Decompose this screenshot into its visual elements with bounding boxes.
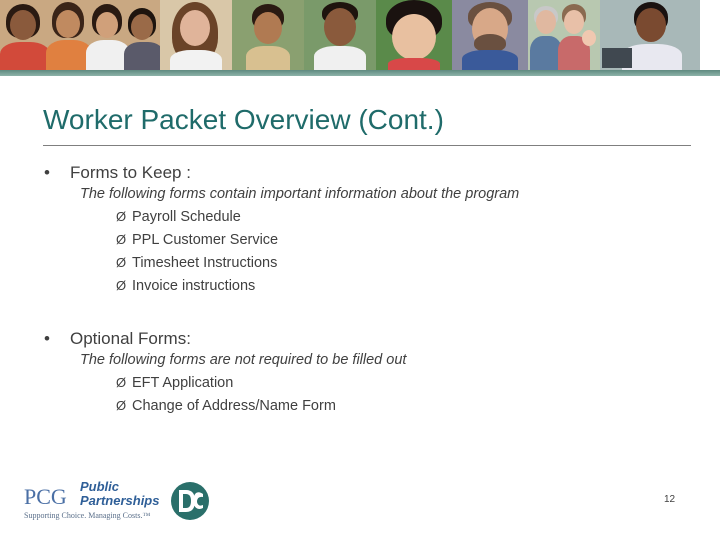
dc-logo-icon [170,481,210,521]
photo-woman [160,0,232,70]
section-subtitle: The following forms contain important information about the program [80,186,520,202]
public-partnerships-logo-line2: Partnerships [80,493,160,508]
section-bullet: • [44,163,50,182]
section-bullet: • [44,329,50,348]
photo-students [0,0,160,70]
list-item: Ø Change of Address/Name Form [116,398,336,414]
list-item: Ø EFT Application [116,375,234,391]
header-photo-strip [0,0,720,70]
photo-man [304,0,376,70]
pcg-logo: PCG [24,484,67,509]
photo-woman-laptop [600,0,700,70]
list-item: Ø PPL Customer Service [116,232,279,248]
public-partnerships-logo-line1: Public [80,479,120,494]
section-heading-optional-forms: Optional Forms: [70,329,191,348]
list-item: Ø Invoice instructions [116,278,256,294]
title-divider [43,145,691,146]
section-heading-forms-to-keep: Forms to Keep : [70,163,191,182]
logo-tagline: Supporting Choice. Managing Costs.™ [24,511,151,520]
page-number: 12 [664,494,676,505]
arrow-bullet-icon: Ø [116,232,127,247]
arrow-bullet-icon: Ø [116,398,127,413]
arrow-bullet-icon: Ø [116,255,127,270]
photo-child [376,0,452,70]
list-item: Ø Timesheet Instructions [116,255,278,271]
arrow-bullet-icon: Ø [116,375,127,390]
photo-boy [232,0,304,70]
section-subtitle: The following forms are not required to be filled out [80,352,407,368]
list-item: Ø Payroll Schedule [116,209,241,225]
arrow-bullet-icon: Ø [116,209,127,224]
slide-title: Worker Packet Overview (Cont.) [43,104,444,135]
photo-family [528,0,600,70]
photo-bearded-man [452,0,528,70]
arrow-bullet-icon: Ø [116,278,127,293]
header-accent-bar [0,70,720,76]
